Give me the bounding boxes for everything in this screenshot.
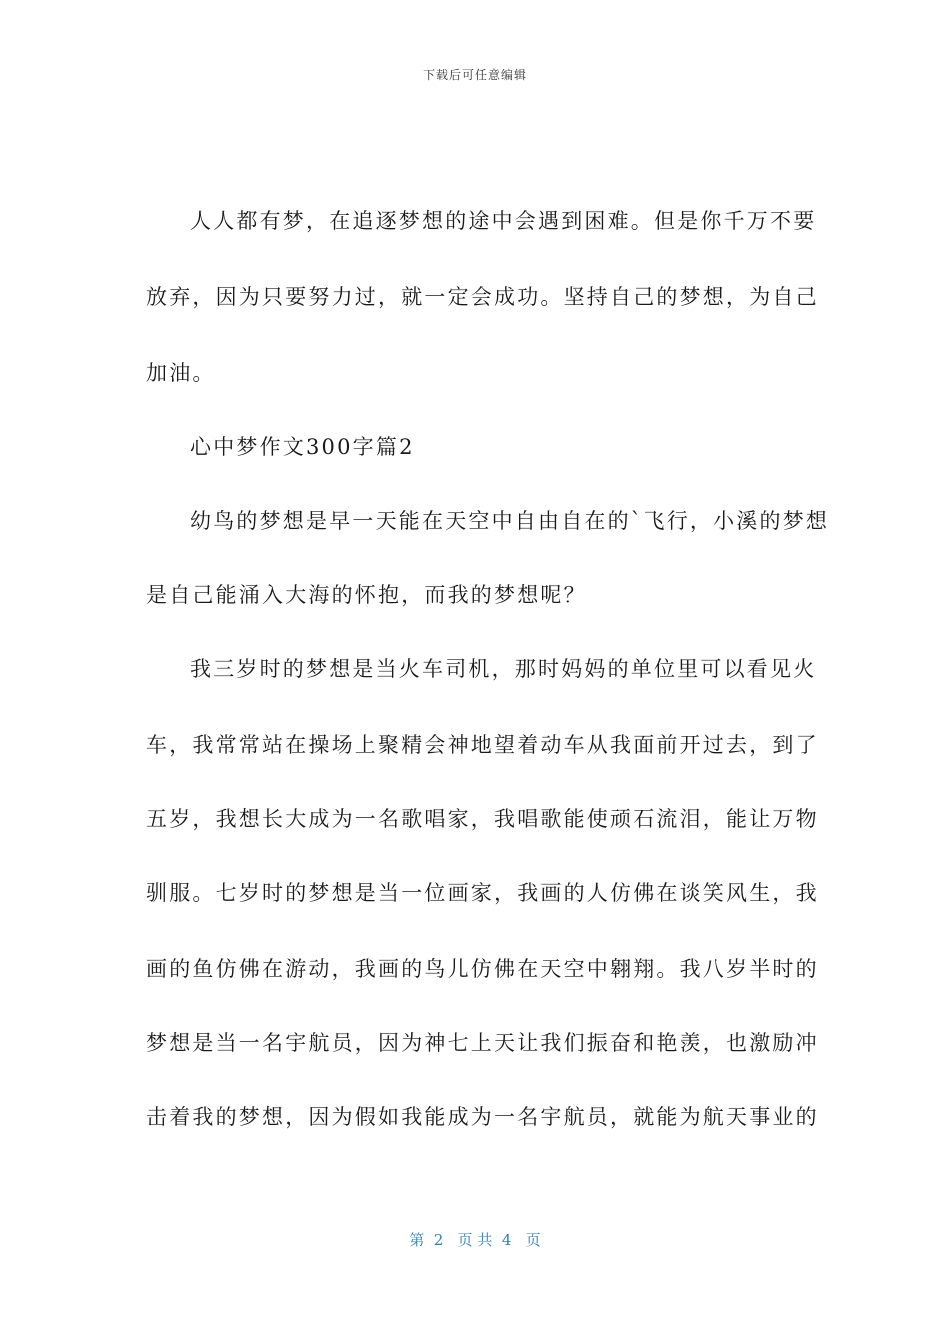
section-heading: 心中梦作文300字篇2 (190, 435, 415, 459)
paragraph-line: 我三岁时的梦想是当火车司机，那时妈妈的单位里可以看见火 (190, 657, 817, 681)
paragraph-line: 车，我常常站在操场上聚精会神地望着动车从我面前开过去，到了 (146, 733, 819, 757)
paragraph-line: 加油。 (146, 361, 216, 385)
paragraph-line: 驯服。七岁时的梦想是当一位画家，我画的人仿佛在谈笑风生，我 (146, 881, 819, 905)
header-note: 下载后可任意编辑 (422, 68, 527, 82)
paragraph-line: 击着我的梦想，因为假如我能成为一名宇航员，就能为航天事业的 (146, 1105, 819, 1129)
page-number: 第 2 页 共 4 页 (409, 1231, 541, 1249)
paragraph-line: 放弃，因为只要努力过，就一定会成功。坚持自己的梦想，为自己 (146, 285, 819, 309)
paragraph-line: 幼鸟的梦想是早一天能在天空中自由自在的`飞行，小溪的梦想 (190, 509, 830, 533)
paragraph-line: 五岁，我想长大成为一名歌唱家，我唱歌能使顽石流泪，能让万物 (146, 807, 819, 831)
paragraph-line: 人人都有梦，在追逐梦想的途中会遇到困难。但是你千万不要 (190, 209, 817, 233)
paragraph-line: 画的鱼仿佛在游动，我画的鸟儿仿佛在天空中翱翔。我八岁半时的 (146, 957, 819, 981)
paragraph-line: 梦想是当一名宇航员，因为神七上天让我们振奋和艳羡，也激励冲 (146, 1031, 819, 1055)
paragraph-line: 是自己能涌入大海的怀抱，而我的梦想呢？ (146, 583, 587, 607)
